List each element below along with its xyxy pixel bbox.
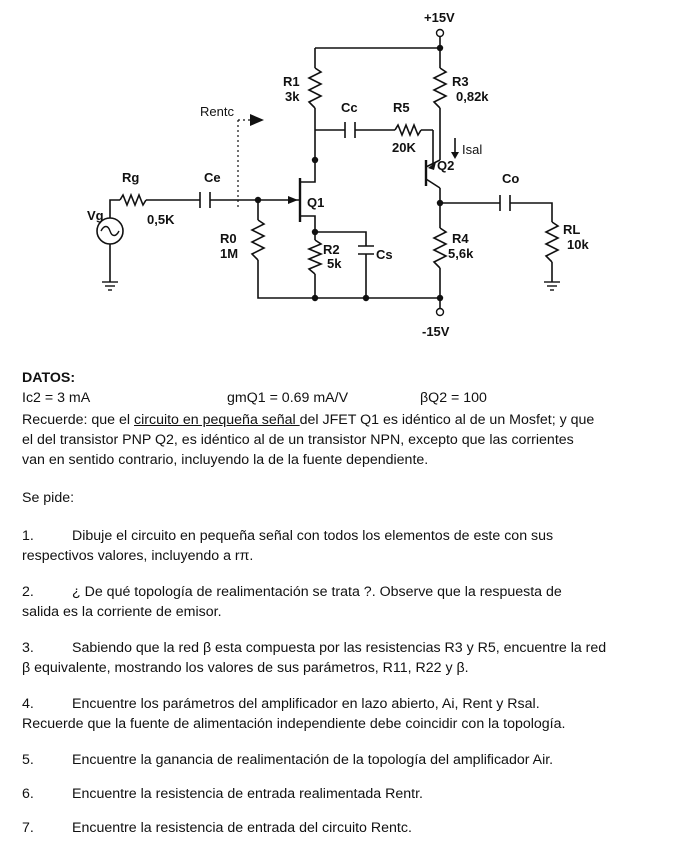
- cc-label: Cc: [341, 100, 358, 115]
- r3-resistor: [434, 68, 446, 108]
- item-number: 1.: [22, 528, 34, 544]
- item-line-1: Encuentre la ganancia de realimentación de la topología del amplificador Air.: [72, 752, 554, 768]
- r5-resistor: [395, 125, 421, 135]
- q1-label: Q1: [307, 195, 325, 210]
- rg-label: Rg: [122, 170, 140, 185]
- vee-terminal: [437, 309, 444, 316]
- question-item-2: [22, 582, 662, 622]
- question-item-5: [22, 750, 662, 770]
- vcc-terminal: [437, 30, 444, 37]
- r5-value: 20K: [392, 140, 416, 155]
- item-line-2: Recuerde que la fuente de alimentación independiente debe coincidir con la topología.: [22, 716, 566, 732]
- cc-capacitor: [345, 122, 355, 138]
- rl-value: 10k: [567, 237, 589, 252]
- vee-label: -15V: [422, 324, 450, 339]
- datos-values: [22, 388, 662, 408]
- item-line-1: Sabiendo que la red β esta compuesta por las resistencias R3 y R5, encuentre la red: [72, 640, 607, 656]
- vcc-label: +15V: [424, 10, 455, 25]
- r4-value: 5,6k: [448, 246, 474, 261]
- r3-value: 0,82k: [456, 89, 489, 104]
- question-item-6: [22, 784, 662, 804]
- question-item-4: [22, 694, 662, 734]
- cs-capacitor: [358, 246, 374, 254]
- vg-label: Vg: [87, 208, 104, 223]
- recuerde-text-b: del JFET Q1 es idéntico al de un Mosfet; y que: [299, 412, 595, 428]
- r1-value: 3k: [285, 89, 300, 104]
- r0-resistor: [252, 220, 264, 260]
- r2-resistor: [309, 240, 321, 274]
- q2-label: Q2: [437, 158, 455, 173]
- ground-vg: [102, 282, 118, 290]
- recuerde-text-a: Recuerde: que el: [22, 412, 134, 428]
- se-pide: Se pide:: [22, 490, 75, 506]
- item-line-1: Dibuje el circuito en pequeña señal con todos los elementos de este con sus: [72, 528, 554, 544]
- r4-label: R4: [452, 231, 469, 246]
- item-number: 2.: [22, 584, 34, 600]
- item-number: 4.: [22, 696, 34, 712]
- rg-resistor: [120, 195, 146, 205]
- isal-label: Isal: [462, 142, 483, 157]
- item-number: 5.: [22, 752, 34, 768]
- r1-label: R1: [283, 74, 300, 89]
- item-line-1: Encuentre la resistencia de entrada del circuito Rentc.: [72, 820, 412, 836]
- co-capacitor: [500, 195, 510, 211]
- recuerde-paragraph: [22, 410, 662, 470]
- ce-label: Ce: [204, 170, 221, 185]
- ground-rl: [544, 282, 560, 290]
- question-item-7: [22, 818, 662, 838]
- q1-gate-arrow-icon: [288, 196, 298, 204]
- item-number: 6.: [22, 786, 34, 802]
- question-item-3: [22, 638, 662, 678]
- item-line-2: salida es la corriente de emisor.: [22, 604, 222, 620]
- ce-capacitor: [200, 192, 210, 208]
- r2-value: 5k: [327, 256, 342, 271]
- datos-title: DATOS:: [22, 370, 76, 386]
- recuerde-line-2: el del transistor PNP Q2, es idéntico al de un transistor NPN, excepto que las corrientes: [22, 432, 574, 448]
- gm-value: gmQ1 = 0.69 mA/V: [227, 390, 349, 406]
- cs-label: Cs: [376, 247, 393, 262]
- rg-value: 0,5K: [147, 212, 175, 227]
- rl-resistor: [546, 222, 558, 262]
- rentc-arrow-icon: [250, 114, 264, 126]
- recuerde-line-3: van en sentido contrario, incluyendo la de la fuente dependiente.: [22, 452, 429, 468]
- item-line-2: respectivos valores, incluyendo a rπ.: [22, 548, 254, 564]
- item-line-1: ¿ De qué topología de realimentación se trata ?. Observe que la respuesta de: [72, 584, 562, 600]
- r3-label: R3: [452, 74, 469, 89]
- item-number: 3.: [22, 640, 34, 656]
- question-item-1: [22, 526, 662, 566]
- item-line-1: Encuentre los parámetros del amplificador en lazo abierto, Ai, Rent y Rsal.: [72, 696, 540, 712]
- beta-value: βQ2 = 100: [420, 390, 487, 406]
- co-label: Co: [502, 171, 520, 186]
- r0-label: R0: [220, 231, 237, 246]
- ic2-value: Ic2 = 3 mA: [22, 390, 91, 406]
- circuit-diagram: [0, 0, 679, 360]
- item-line-1: Encuentre la resistencia de entrada realimentada Rentr.: [72, 786, 423, 802]
- r4-resistor: [434, 228, 446, 268]
- r0-value: 1M: [220, 246, 239, 261]
- r2-label: R2: [323, 242, 340, 257]
- r1-resistor: [309, 68, 321, 108]
- rl-label: RL: [563, 222, 581, 237]
- rentc-label: Rentc: [200, 104, 234, 119]
- recuerde-underlined: circuito en pequeña señal: [134, 412, 300, 428]
- recuerde-line-1: [22, 410, 662, 430]
- item-number: 7.: [22, 820, 34, 836]
- r5-label: R5: [393, 100, 410, 115]
- item-line-2: β equivalente, mostrando los valores de sus parámetros, R11, R22 y β.: [22, 660, 469, 676]
